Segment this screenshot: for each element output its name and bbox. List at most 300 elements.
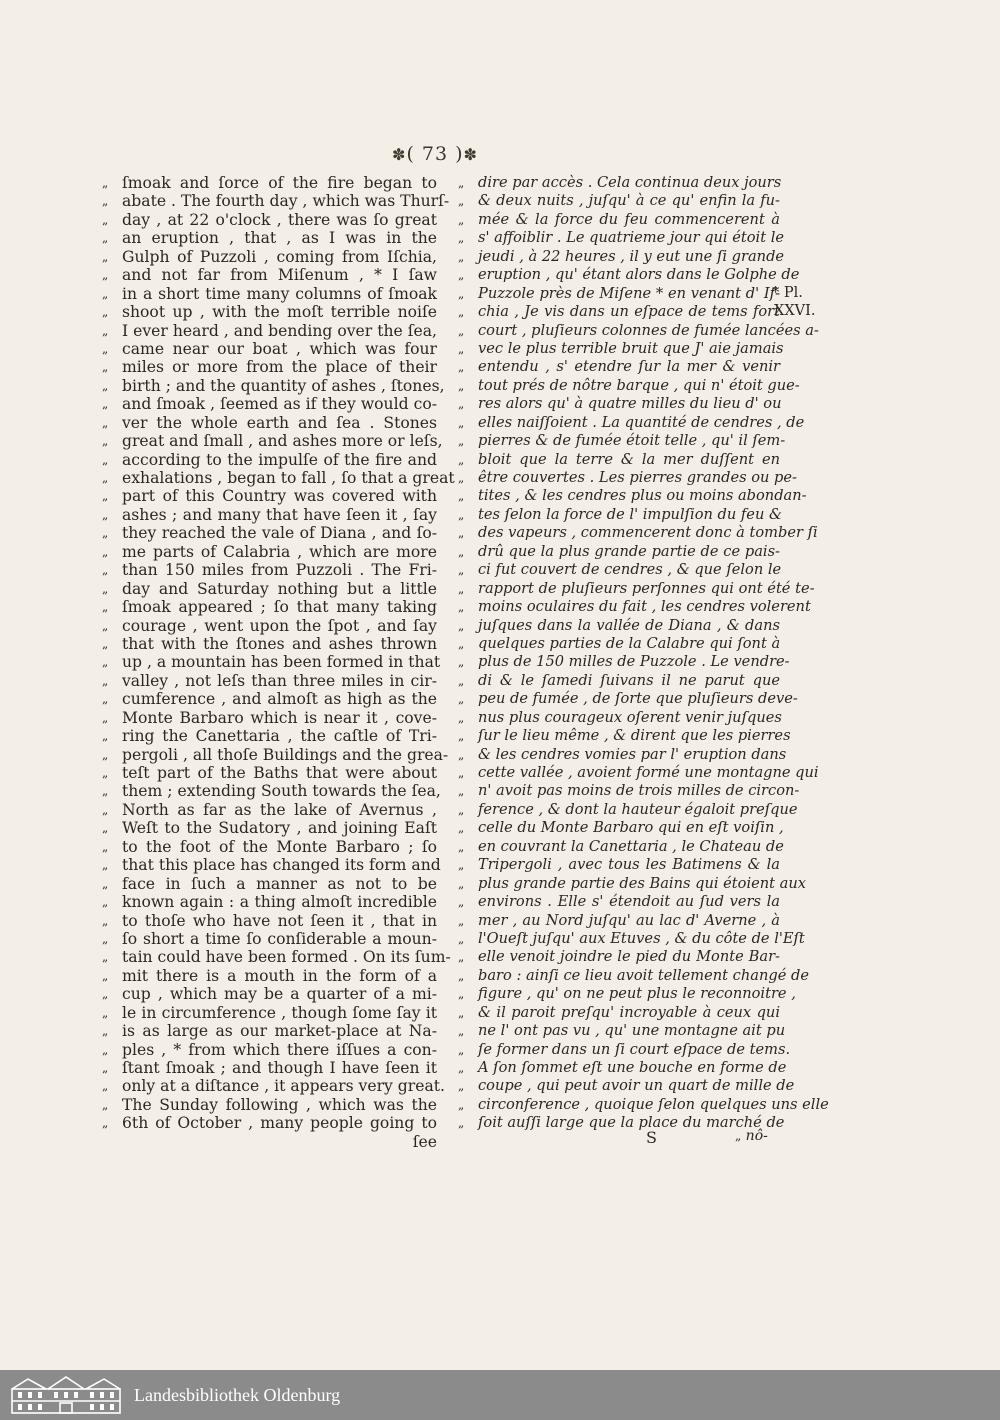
text-line (458, 229, 785, 247)
quote-mark: „ (458, 378, 465, 393)
text-line (102, 561, 437, 579)
quote-mark: „ (458, 802, 465, 817)
line-text: Gulph of Puzzoli , coming from Iſchia, (122, 247, 437, 266)
quote-mark: „ (458, 1079, 465, 1094)
line-text: ſo short a time ſo conſiderable a moun- (122, 929, 437, 948)
line-text: ashes ; and many that have ſeen it , ſay (122, 505, 437, 524)
text-line (458, 303, 780, 321)
text-line (458, 543, 780, 561)
quote-mark: „ (102, 1061, 109, 1075)
text-line (102, 1077, 445, 1096)
line-text: pierres & de fumée étoit telle , qu' il ſem- (478, 432, 786, 450)
quote-mark: „ (458, 434, 465, 449)
line-text: great and ſmall , and ashes more or leſs, (122, 432, 443, 451)
ornament-left-icon: ✽ (392, 145, 407, 164)
quote-mark: „ (102, 471, 109, 485)
text-line (458, 819, 784, 837)
line-text: nus plus courageux oſerent venir juſques (478, 708, 782, 726)
quote-mark: „ (102, 1116, 109, 1131)
text-line (102, 672, 437, 690)
line-text: plus de 150 milles de Puzzole . Le vendre- (478, 653, 790, 671)
line-text: tain could have been formed . On its ſum- (122, 948, 451, 967)
text-line (458, 1022, 786, 1040)
quote-mark: „ (102, 710, 109, 725)
line-text: entendu , s' etendre ſur la mer & venir (478, 358, 780, 376)
quote-mark: „ (102, 858, 109, 873)
quote-mark: „ (102, 600, 109, 615)
line-text: juſques dans la vallée de Diana , & dans (478, 616, 780, 634)
quote-mark: „ (458, 526, 465, 541)
quote-mark: „ (102, 987, 109, 1002)
line-text: vec le plus terrible bruit que J' aie jamais (478, 339, 784, 357)
text-line (458, 247, 785, 266)
line-text: miles or more from the place of their (122, 358, 437, 377)
line-text: tites , & les cendres plus ou moins abondan- (478, 487, 807, 505)
text-line (102, 580, 437, 598)
line-text: mit there is a mouth in the form of a (122, 966, 437, 985)
line-text: A ſon ſommet eſt une bouche en forme de (478, 1059, 787, 1076)
line-text: celle du Monte Barbaro qui en eſt voiſin , (478, 819, 784, 837)
quote-mark: „ (102, 341, 109, 356)
line-text: mer , au Nord juſqu' au lac d' Averne , à (478, 911, 780, 929)
quote-mark: „ (458, 858, 465, 873)
text-line (458, 672, 780, 690)
text-line (102, 524, 437, 542)
quote-mark: „ (458, 968, 465, 983)
line-text: être couvertes . Les pierres grandes ou pe- (478, 469, 797, 486)
text-line (102, 211, 437, 229)
line-text: day , at 22 o'clock , there was ſo great (122, 210, 437, 229)
line-text: baro : ainſi ce lieu avoit tellement changé de (478, 966, 809, 984)
signature-mark: S (646, 1128, 657, 1147)
quote-mark: „ (458, 1042, 465, 1057)
quote-mark: „ (102, 581, 109, 596)
line-text: abate . The fourth day , which was Thurſ- (122, 192, 450, 211)
text-line (102, 192, 450, 211)
quote-mark: „ (458, 194, 465, 209)
quote-mark: „ (458, 766, 465, 780)
line-text: elles naiſſoient . La quantité de cendres , de (478, 413, 805, 431)
quote-mark: „ (102, 931, 109, 946)
line-text: ſee (412, 1132, 437, 1151)
quote-mark: „ (102, 766, 109, 780)
quote-mark: „ (458, 1061, 465, 1075)
line-text: & il paroit preſqu' incroyable à ceux qui (478, 1003, 780, 1021)
text-line (102, 709, 437, 727)
line-text: ſur le lieu même , & dirent que les pierres (478, 727, 791, 745)
line-text: birth ; and the quantity of ashes , ſtones, (122, 376, 445, 395)
text-line (458, 966, 809, 985)
line-text: in a short time many columns of ſmoak (122, 284, 437, 303)
quote-mark: „ (458, 987, 465, 1002)
text-line (458, 285, 780, 303)
text-line (458, 948, 780, 966)
text-line (458, 782, 800, 800)
quote-mark: „ (458, 618, 465, 633)
quote-mark: „ (102, 729, 109, 744)
text-line (458, 837, 784, 856)
line-text: eruption , qu' étant alors dans le Golphe de (478, 266, 800, 284)
line-text: drû que la plus grande partie de ce pais- (478, 542, 780, 560)
text-line (102, 432, 443, 451)
text-line (102, 358, 437, 376)
quote-mark: „ (458, 231, 465, 246)
line-text: to the foot of the Monte Barbaro ; ſo (122, 837, 437, 856)
line-text: and not far from Miſenum , * I ſaw (122, 266, 437, 285)
text-line (102, 451, 437, 469)
line-text: face in ſuch a manner as not to be (122, 874, 437, 893)
text-line (458, 266, 800, 284)
text-line (102, 1133, 437, 1151)
text-line (458, 524, 818, 542)
text-line (458, 174, 780, 192)
quote-mark: „ (102, 323, 109, 338)
library-name: Landesbibliothek Oldenburg (134, 1384, 341, 1405)
quote-mark: „ (102, 1005, 109, 1020)
quote-mark: „ (102, 673, 109, 688)
line-text: en couvrant la Canettaria , le Chateau de (478, 837, 784, 855)
quote-mark: „ (102, 913, 109, 928)
line-text: cumference , and almoſt as high as the (122, 690, 437, 709)
quote-mark: „ (458, 729, 465, 744)
text-line (102, 856, 441, 875)
text-line (458, 1095, 829, 1114)
text-line (102, 395, 437, 413)
quote-mark: „ (102, 305, 109, 320)
quote-mark: „ (458, 489, 465, 504)
quote-mark: „ (458, 821, 465, 836)
text-line (458, 727, 791, 745)
text-line (458, 874, 806, 893)
text-line (102, 322, 437, 340)
text-line (102, 782, 441, 801)
text-line (458, 395, 780, 413)
line-text: figure , qu' on ne peut plus le reconnoitre , (478, 985, 796, 1003)
quote-mark: „ (102, 378, 109, 393)
quote-mark: „ (458, 305, 465, 320)
text-line (102, 285, 437, 303)
text-line (458, 1059, 787, 1077)
quote-mark: „ (458, 839, 465, 854)
line-text: an eruption , that , as I was in the (122, 229, 437, 248)
quote-mark: „ (102, 434, 109, 449)
text-line (102, 303, 437, 321)
line-text: ring the Canettaria , the caſtle of Tri- (122, 727, 437, 746)
quote-mark: „ (102, 821, 109, 836)
text-line (458, 800, 798, 819)
text-line (458, 579, 815, 598)
text-line (102, 690, 437, 708)
line-text: ſe former dans un ſi court eſpace de tems. (478, 1040, 791, 1058)
line-text: to thoſe who have not ſeen it , that in (122, 911, 437, 930)
text-line (102, 266, 437, 284)
line-text: cup , which may be a quarter of a mi- (122, 985, 437, 1004)
text-line (458, 432, 786, 450)
line-text: valley , not leſs than three miles in cir- (122, 671, 437, 690)
quote-mark: „ (102, 1042, 109, 1057)
line-text: North as far as the lake of Avernus , (122, 800, 437, 819)
catchword (735, 1128, 768, 1144)
quote-mark: „ (102, 895, 109, 910)
quote-mark: „ (458, 544, 465, 559)
text-line (458, 1040, 791, 1059)
quote-mark: „ (102, 618, 109, 633)
line-text: mée & la force du feu commencerent à (478, 210, 780, 228)
text-line (102, 930, 437, 948)
quote-mark: „ (458, 710, 465, 725)
quote-mark: „ (458, 876, 465, 891)
text-line (102, 967, 437, 985)
quote-mark: „ (102, 1024, 109, 1039)
line-text: l'Oueſt juſqu' aux Etuves , & du côte de l'Eſt (478, 929, 805, 947)
line-text: teſt part of the Baths that were about (122, 764, 437, 782)
line-text: ne l' ont pas vu , qu' une montagne ait pu (478, 1022, 786, 1040)
line-text: only at a diſtance , it appears very great. (122, 1077, 445, 1096)
quote-mark: „ (458, 1097, 465, 1112)
text-line (102, 653, 441, 672)
line-text: ples , * from which there iſſues a con- (122, 1040, 437, 1059)
line-text: plus grande partie des Bains qui étoient aux (478, 874, 806, 892)
quote-mark: „ (458, 341, 465, 356)
page-number: ( 73 ) (406, 143, 464, 165)
line-text: jeudi , à 22 heures , il y eut une ſi grande (478, 247, 785, 265)
quote-mark: „ (458, 655, 465, 670)
text-line (458, 487, 807, 505)
line-text: Weſt to the Sudatory , and joining Eaſt (122, 819, 437, 838)
quote-mark: „ (458, 563, 465, 578)
quote-mark: „ (102, 747, 109, 762)
quote-mark: „ (102, 231, 109, 246)
text-line (102, 469, 455, 487)
quote-mark: „ (102, 526, 109, 541)
text-line (102, 912, 437, 930)
text-line (102, 875, 437, 893)
quote-mark: „ (102, 692, 109, 707)
plate-reference (772, 284, 815, 320)
quote-mark: „ (102, 968, 109, 983)
line-text: court , pluſieurs colonnes de fumée lancées a- (478, 321, 819, 339)
quote-mark: „ (102, 1097, 109, 1112)
text-line (102, 838, 437, 856)
line-text: is as large as our market-place at Na- (122, 1022, 437, 1041)
quote-mark: „ (102, 802, 109, 817)
line-text: Tripergoli , avec tous les Batimens & la (478, 856, 780, 874)
quote-mark: „ (102, 544, 109, 559)
quote-mark: „ (102, 1079, 109, 1094)
text-line (458, 1077, 795, 1095)
text-line (458, 321, 819, 340)
line-text: me parts of Calabria , which are more (122, 542, 437, 561)
text-line (102, 376, 445, 395)
text-line (102, 1004, 437, 1022)
text-line (102, 340, 437, 358)
text-line (102, 801, 437, 819)
plate-reference-line: XXVI. (774, 303, 816, 319)
plate-reference-line: * Pl. (772, 285, 803, 301)
line-text: bloit que la terre & la mer duſſent en (478, 450, 780, 468)
quote-mark: „ (458, 452, 465, 467)
quote-mark: „ (458, 212, 465, 227)
quote-mark: „ (458, 895, 465, 910)
text-line (102, 506, 437, 524)
quote-mark: „ (458, 507, 465, 522)
line-text: chia , Je vis dans un eſpace de tems fort (478, 303, 780, 321)
catchword-text: nô- (745, 1128, 768, 1144)
quote-mark: „ (102, 360, 109, 375)
text-line (102, 764, 437, 782)
line-text: ver the whole earth and ſea . Stones (122, 413, 437, 432)
line-text: cette vallée , avoient formé une montagne qui (478, 764, 819, 781)
quote-mark: „ (735, 1129, 742, 1143)
quote-mark: „ (458, 1116, 465, 1131)
line-text: environs . Elle s' étendoit au ſud vers la (478, 893, 780, 911)
line-text: n' avoit pas moins de trois milles de circon- (478, 782, 800, 800)
text-line (458, 764, 819, 782)
line-text: Puzzole près de Miſene * en venant d' Iſ- (478, 284, 780, 302)
line-text: them ; extending South towards the ſea, (122, 782, 441, 801)
text-line (458, 469, 797, 487)
quote-mark: „ (102, 507, 109, 522)
line-text: pergoli , all thoſe Buildings and the grea- (122, 745, 449, 764)
quote-mark: „ (102, 563, 109, 578)
line-text: according to the impulſe of the fire and (122, 450, 437, 469)
line-text: ſtant ſmoak ; and though I have ſeen it (122, 1059, 437, 1077)
line-text: exhalations , began to fall , ſo that a great (122, 469, 455, 487)
text-line (102, 1096, 437, 1114)
line-text: The Sunday following , which was the (122, 1095, 437, 1114)
line-text: up , a mountain has been formed in that (122, 653, 441, 672)
text-line (458, 929, 805, 948)
line-text: des vapeurs , commencerent donc à tomber ſi (478, 524, 818, 542)
quote-mark: „ (458, 268, 465, 283)
line-text: ſmoak appeared ; ſo that many taking (122, 598, 437, 617)
quote-mark: „ (102, 784, 109, 799)
text-line (102, 229, 437, 247)
line-text: tout prés de nôtre barque , qui n' étoit gue- (478, 376, 800, 394)
text-line (102, 487, 437, 505)
text-line (102, 1022, 437, 1040)
text-line (102, 1041, 437, 1059)
text-line (458, 745, 787, 764)
text-line (458, 339, 784, 358)
text-line (458, 1114, 785, 1132)
line-text: part of this Country was covered with (122, 487, 437, 506)
text-line (458, 598, 811, 616)
text-line (458, 451, 780, 469)
quote-mark: „ (102, 194, 109, 209)
line-text: day and Saturday nothing but a little (122, 579, 437, 598)
quote-mark: „ (458, 600, 465, 615)
quote-mark: „ (458, 581, 465, 596)
quote-mark: „ (102, 876, 109, 891)
quote-mark: „ (458, 636, 465, 651)
quote-mark: „ (458, 784, 465, 799)
text-line (102, 174, 437, 192)
page-header (380, 143, 490, 165)
text-line (102, 1114, 437, 1132)
quote-mark: „ (102, 489, 109, 504)
quote-mark: „ (102, 212, 109, 227)
line-text: shoot up , with the moſt terrible noiſe (122, 303, 437, 322)
line-text: elle venoit joindre le pied du Monte Bar- (478, 948, 780, 966)
line-text: courage , went upon the ſpot , and ſay (122, 616, 437, 635)
line-text: dire par accès . Cela continua deux jours (478, 174, 782, 191)
text-line (458, 506, 780, 524)
quote-mark: „ (458, 286, 465, 301)
line-text: moins oculaires du fait , les cendres volerent (478, 598, 811, 616)
ornament-right-icon: ✽ (463, 145, 478, 164)
quote-mark: „ (458, 747, 465, 762)
text-line (458, 376, 800, 395)
quote-mark: „ (458, 323, 465, 338)
quote-mark: „ (458, 673, 465, 688)
line-text: le in circumference , though ſome ſay it (122, 1003, 437, 1022)
line-text: ference , & dont la hauteur égaloit preſque (478, 800, 798, 818)
text-line (458, 413, 805, 432)
quote-mark: „ (458, 1005, 465, 1020)
line-text: peu de fumée , de ſorte que pluſieurs deve- (478, 690, 798, 708)
line-text: ſoit auſſi large que la place du marché de (478, 1114, 785, 1132)
text-line (458, 912, 780, 930)
line-text: rapport de pluſieurs perſonnes qui ont été te- (478, 579, 815, 597)
text-line (458, 561, 780, 579)
text-line (458, 893, 780, 911)
quote-mark: „ (458, 176, 465, 190)
quote-mark: „ (458, 415, 465, 430)
quote-mark: „ (102, 176, 109, 190)
quote-mark: „ (102, 655, 109, 670)
quote-mark: „ (102, 950, 109, 965)
text-line (102, 745, 449, 764)
text-line (458, 856, 780, 874)
line-text: ſmoak and ſorce of the fire began to (122, 174, 437, 192)
line-text: than 150 miles from Puzzoli . The Fri- (122, 561, 437, 580)
text-line (102, 414, 437, 432)
line-text: quelques parties de la Calabre qui ſont à (478, 634, 781, 652)
line-text: di & le ſamedi ſuivans il ne parut que (478, 671, 780, 689)
line-text: I ever heard , and bending over the ſea, (122, 321, 437, 340)
text-line (458, 985, 796, 1003)
text-line (458, 192, 780, 210)
quote-mark: „ (102, 839, 109, 854)
line-text: & deux nuits , juſqu' à ce qu' enfin la fu- (478, 192, 780, 210)
text-line (102, 893, 437, 911)
text-line (102, 948, 451, 967)
line-text: and ſmoak , ſeemed as if they would co- (122, 395, 437, 414)
quote-mark: „ (102, 452, 109, 467)
quote-mark: „ (102, 415, 109, 430)
quote-mark: „ (458, 931, 465, 946)
line-text: ci fut couvert de cendres , & que ſelon le (478, 561, 782, 579)
quote-mark: „ (458, 249, 465, 264)
text-line (102, 598, 437, 616)
line-text: circonference , quoique ſelon quelques uns elle (478, 1095, 829, 1113)
line-text: tes ſelon la force de l' impulſion du feu & (478, 505, 782, 523)
quote-mark: „ (458, 692, 465, 707)
line-text: that with the ſtones and ashes thrown (122, 634, 437, 653)
text-line (102, 1059, 437, 1077)
quote-mark: „ (458, 950, 465, 965)
line-text: coupe , qui peut avoir un quart de mille de (478, 1077, 795, 1095)
line-text: & les cendres vomies par l' eruption dans (478, 745, 787, 763)
english-column (102, 174, 455, 1151)
line-text: that this place has changed its form and (122, 856, 441, 875)
text-line (102, 543, 437, 561)
text-line (458, 709, 780, 727)
line-text: came near our boat , which was four (122, 339, 437, 358)
quote-mark: „ (102, 249, 109, 264)
text-line (458, 690, 798, 708)
